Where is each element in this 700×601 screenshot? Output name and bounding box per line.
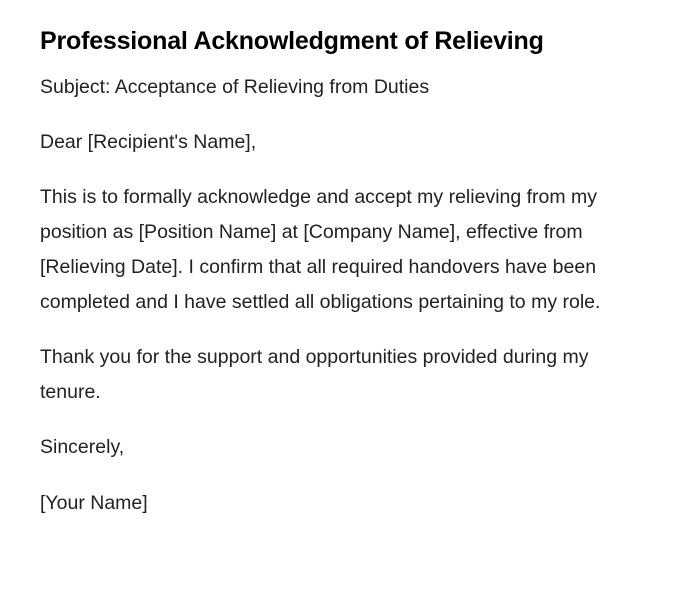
letter-salutation: Dear [Recipient's Name],	[40, 131, 257, 153]
letter-document	[40, 22, 640, 521]
letter-body-paragraph: Thank you for the support and opportunities provided during my tenure.	[40, 346, 589, 403]
letter-signature: [Your Name]	[40, 492, 148, 514]
letter-body-paragraph: This is to formally acknowledge and accept my relieving from my position as [Position Name] at [Company Name], effective from [Relieving Date]. I confirm that all required handovers have been completed and I have settled all obligations pertaining to my role.	[40, 186, 601, 313]
letter-subject: Subject: Acceptance of Relieving from Duties	[40, 76, 430, 98]
letter-title: Professional Acknowledgment of Relieving	[40, 27, 544, 55]
letter-closing: Sincerely,	[40, 436, 125, 458]
